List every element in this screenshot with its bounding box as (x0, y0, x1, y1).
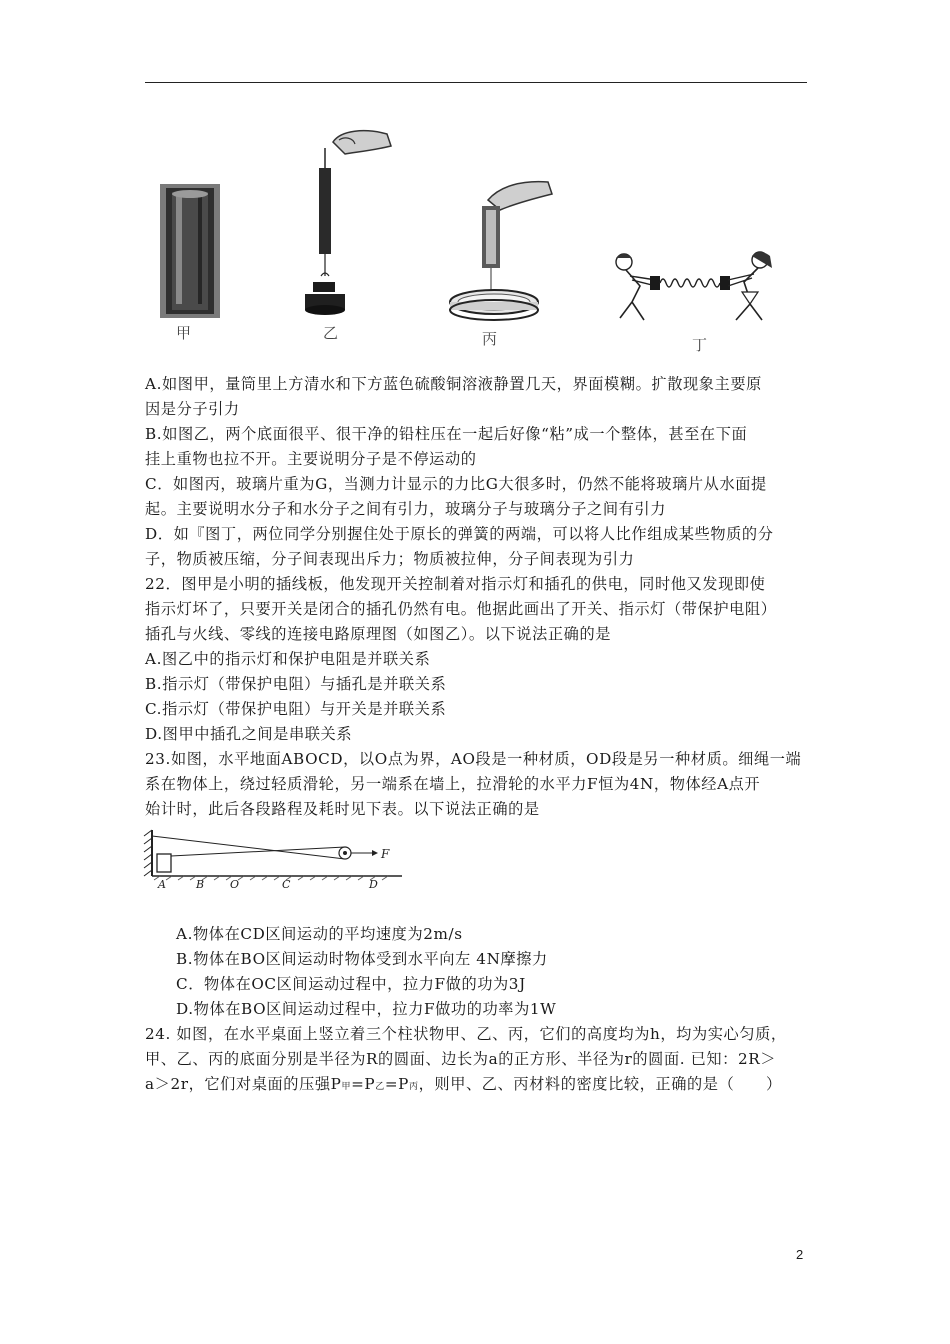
q23-option-d: D.物体在BO区间运动过程中，拉力F做功的功率为1W (176, 1000, 557, 1018)
figure-label-ding: 丁 (692, 336, 708, 354)
figure-yi-lead-cylinders (295, 126, 395, 326)
figure-bing-glass-plate (448, 176, 558, 326)
q22-option-a: A.图乙中的指示灯和保护电阻是并联关系 (145, 650, 431, 668)
subscript-bing: 丙 (409, 1082, 419, 1092)
point-label-B: B (196, 878, 205, 891)
q21-option-c-line1: C．如图丙，玻璃片重为G，当测力计显示的力比G大很多时，仍然不能将玻璃片从水面提 (145, 475, 767, 493)
point-label-D: D (369, 878, 378, 891)
point-label-C: C (282, 878, 291, 891)
figure-ding-spring-kids (610, 246, 780, 330)
q21-option-d-line2: 子，物质被压缩，分子间表现出斥力；物质被拉伸，分子间表现为引力 (145, 550, 635, 568)
q22-stem-line2: 指示灯坏了，只要开关是闭合的插孔仍然有电。他据此画出了开关、指示灯（带保护电阻） (145, 600, 777, 618)
q21-option-c-line2: 起。主要说明水分子和水分子之间有引力，玻璃分子与玻璃分子之间有引力 (145, 500, 666, 518)
q23-stem-line3: 始计时，此后各段路程及耗时见下表。以下说法正确的是 (145, 800, 540, 818)
subscript-jia: 甲 (341, 1082, 352, 1092)
q21-option-b-line2: 挂上重物也拉不开。主要说明分子是不停运动的 (145, 450, 477, 468)
q24-eq1: =P (351, 1075, 376, 1093)
point-label-A: A (158, 878, 166, 891)
figure-label-jia: 甲 (176, 324, 192, 342)
q23-option-a: A.物体在CD区间运动的平均速度为2m/s (176, 925, 463, 943)
q23-stem-line1: 23.如图，水平地面ABOCD，以O点为界，AO段是一种材质，OD段是另一种材质。细绳一端 (145, 750, 802, 768)
q23-pulley-diagram (140, 826, 410, 892)
q21-option-a-line2: 因是分子引力 (145, 400, 240, 418)
q24-stem-line3 (145, 1074, 782, 1097)
q24-eq2: =P (384, 1075, 410, 1093)
q22-stem-line1: 22．图甲是小明的插线板，他发现开关控制着对指示灯和插孔的供电，同时他又发现即使 (145, 575, 766, 593)
figure-jia-cylinder (158, 182, 222, 320)
q23-option-c: C．物体在OC区间运动过程中，拉力F做的功为3J (176, 975, 526, 993)
q22-option-b: B.指示灯（带保护电阻）与插孔是并联关系 (145, 675, 447, 693)
q24-line3-end: ，则甲、乙、丙材料的密度比较，正确的是（ ） (418, 1075, 782, 1093)
q21-option-b-line1: B.如图乙，两个底面很平、很干净的铅柱压在一起后好像“粘”成一个整体，甚至在下面 (145, 425, 748, 443)
q22-option-d: D.图甲中插孔之间是串联关系 (145, 725, 353, 743)
q22-option-c: C.指示灯（带保护电阻）与开关是并联关系 (145, 700, 447, 718)
figure-label-bing: 丙 (482, 330, 498, 348)
q24-stem-line2: 甲、乙、丙的底面分别是半径为R的圆面、边长为a的正方形、半径为r的圆面. 已知：2R＞ (145, 1050, 777, 1068)
q21-option-d-line1: D．如『图丁，两位同学分别握住处于原长的弹簧的两端，可以将人比作组成某些物质的分 (145, 525, 774, 543)
force-label-F: F (381, 847, 390, 861)
subscript-yi: 乙 (375, 1082, 385, 1092)
q24-line3-start: a＞2r，它们对桌面的压强P (145, 1075, 342, 1093)
point-label-O: O (230, 878, 240, 891)
q23-option-b: B.物体在BO区间运动时物体受到水平向左 4N摩擦力 (176, 950, 548, 968)
q22-stem-line3: 插孔与火线、零线的连接电路原理图（如图乙）。以下说法正确的是 (145, 625, 612, 643)
figure-label-yi: 乙 (323, 324, 339, 342)
page-number: 2 (796, 1247, 804, 1262)
q24-stem-line1: 24. 如图，在水平桌面上竖立着三个柱状物甲、乙、丙，它们的高度均为h，均为实心匀质， (145, 1025, 787, 1043)
q21-option-a-line1: A.如图甲，量筒里上方清水和下方蓝色硫酸铜溶液静置几天，界面模糊。扩散现象主要原 (145, 375, 762, 393)
q23-stem-line2: 系在物体上，绕过轻质滑轮，另一端系在墙上，拉滑轮的水平力F恒为4N，物体经A点开 (145, 775, 761, 793)
header-rule (145, 82, 807, 83)
